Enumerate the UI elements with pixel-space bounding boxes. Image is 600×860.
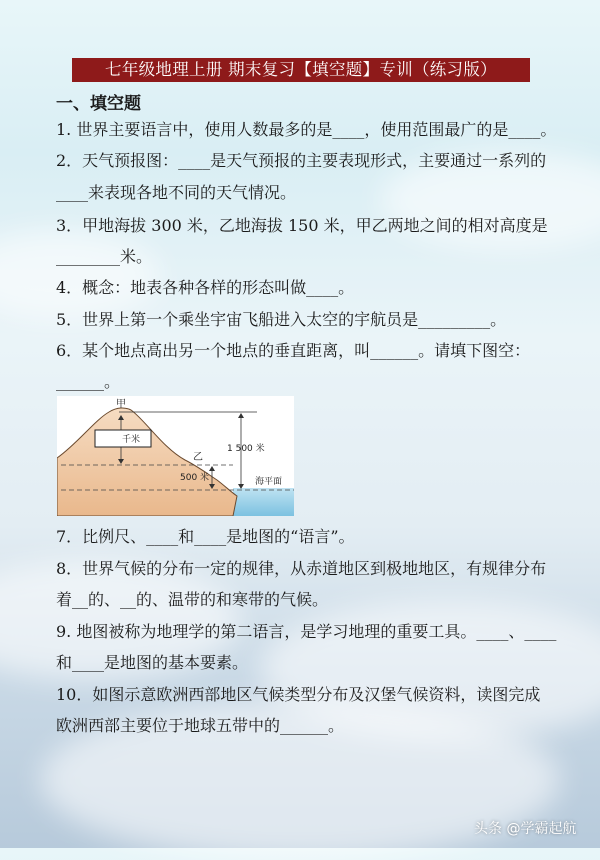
question-10: [56, 685, 556, 736]
page-title: 七年级地理上册 期末复习【填空题】专训（练习版）: [72, 58, 530, 82]
label-sea-level: 海平面: [255, 477, 283, 487]
mountain-profile: [57, 408, 237, 516]
question-line: 7．比例尺、____和____是地图的“语言”。: [56, 527, 355, 546]
label-yi: 乙: [193, 452, 203, 463]
label-jia: 甲: [116, 399, 126, 410]
question-line: 4．概念：地表各种各样的形态叫做____。: [56, 278, 355, 297]
watermark: 头条 @学霸起航: [474, 821, 577, 837]
question-1: [56, 120, 556, 140]
question-line: 2．天气预报图：____是天气预报的主要表现形式，主要通过一系列的: [56, 151, 547, 170]
question-3: [56, 216, 556, 267]
label-1500: 1 500 米: [227, 444, 265, 454]
question-line: 欧洲西部主要位于地球五带中的______。: [56, 716, 345, 735]
question-7: [56, 527, 556, 547]
question-line: ________米。: [56, 247, 153, 266]
question-2: [56, 151, 556, 203]
question-line: 1. 世界主要语言中，使用人数最多的是____，使用范围最广的是____。: [56, 120, 557, 139]
question-line: 3．甲地海拔 300 米，乙地海拔 150 米，甲乙两地之间的相对高度是: [56, 216, 548, 235]
box-label: 千米: [121, 435, 141, 445]
question-line: 5．世界上第一个乘坐宇宙飞船进入太空的宇航员是_________。: [56, 310, 507, 329]
question-line: 10．如图示意欧洲西部地区气候类型分布及汉堡气候资料，读图完成: [56, 685, 541, 704]
terrain-figure: [57, 396, 294, 516]
question-6: [56, 341, 556, 392]
question-line: ______。: [56, 372, 121, 391]
question-line: 和____是地图的基本要素。: [56, 653, 249, 672]
question-4: [56, 278, 556, 298]
sea-area: [233, 488, 294, 516]
terrain-diagram: [57, 396, 294, 516]
question-8: [56, 559, 556, 610]
question-5: [56, 310, 556, 330]
question-line: 着__的、__的、温带的和寒带的气候。: [56, 590, 329, 609]
question-line: 9. 地图被称为地理学的第二语言，是学习地理的重要工具。____、____: [56, 622, 557, 641]
question-line: 8．世界气候的分布一定的规律，从赤道地区到极地地区，有规律分布: [56, 559, 547, 578]
question-line: 6．某个地点高出另一个地点的垂直距离，叫______。请填下图空：: [56, 341, 531, 360]
section-heading: 一、填空题: [56, 94, 141, 114]
question-9: [56, 622, 556, 673]
question-line: ____来表现各地不同的天气情况。: [56, 183, 297, 202]
label-500: 500 米: [180, 473, 210, 483]
